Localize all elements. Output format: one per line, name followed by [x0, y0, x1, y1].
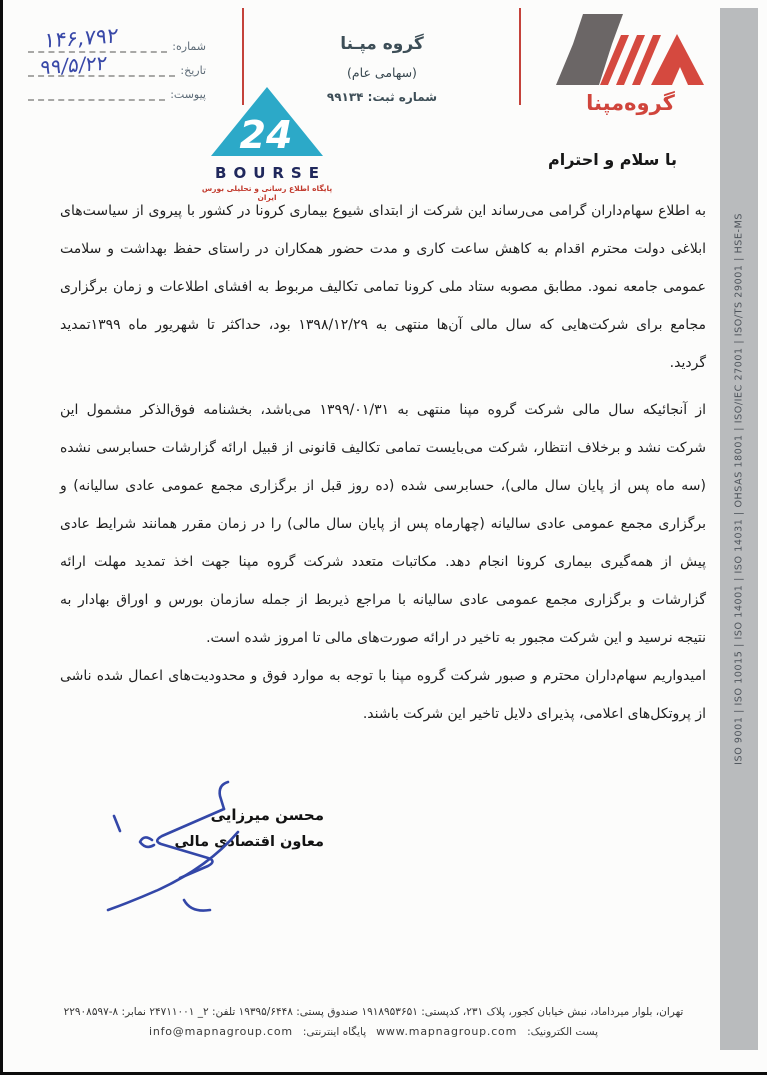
- body-line: (سه ماه پس از پایان سال مالی)، حسابرسی شده (ده روز قبل از برگزاری مجمع عمومی عادی سالیانه) و: [60, 478, 706, 494]
- letter-body: [60, 192, 706, 733]
- bourse24-stamp: [192, 86, 342, 202]
- mapna-logo: [553, 12, 708, 115]
- body-line: برگزاری مجمع عمومی عادی سالیانه (چهارماه پس از پایان سال مالی) را در زمان مقرر همانند شرایط عادی: [60, 516, 706, 532]
- footer-website-label: پایگاه اینترنتی:: [302, 1025, 367, 1038]
- mapna-wordmark: گروه‌مپنا: [586, 91, 675, 115]
- company-type: (سهامی عام): [347, 65, 417, 80]
- field-date-label: تاریخ:: [180, 64, 206, 77]
- company-name: گروه مپـنا: [340, 34, 424, 54]
- body-line: گزارشات و برگزاری مجمع عمومی عادی سالیانه با مراجع ذیربط از جمله سازمان بورس و اوراق بهادار به: [60, 592, 706, 608]
- bourse-tagline: پایگاه اطلاع رسانی و تحلیلی بورس ایران: [201, 184, 333, 202]
- iso-certification-text: ISO 9001 | ISO 10015 | ISO 14001 | ISO 14031 | OHSAS 18001 | ISO/IEC 27001 | ISO/TS 29001 | HSE-MS: [733, 213, 745, 765]
- footer: [20, 1006, 727, 1038]
- handwritten-signature-icon: [88, 772, 258, 927]
- body-line: به اطلاع سهام‌داران گرامی می‌رساند این شرکت از ابتدای شیوع بیماری کرونا در کشور با پیروی از سیاست‌های: [60, 203, 706, 219]
- signer-name: محسن میرزایی: [210, 806, 324, 824]
- field-attachment-label: پیوست:: [170, 88, 206, 101]
- footer-email: info@mapnagroup.com: [148, 1025, 293, 1038]
- field-number-label: شماره:: [172, 40, 206, 53]
- iso-certification-strip: [720, 8, 758, 1050]
- body-line: شرکت نشد و برخلاف انتظار، شرکت می‌بایست تمامی تکالیف قانونی از قبیل ارائه گزارشات حسابرسی نشده: [60, 440, 706, 456]
- bourse-wordmark: BOURSE: [215, 164, 326, 182]
- salutation: با سلام و احترام: [548, 150, 677, 169]
- body-line: امیدواریم سهام‌داران محترم و صبور شرکت گروه مپنا با توجه به موارد فوق و محدودیت‌های اعمال شده ناشی: [60, 668, 706, 684]
- body-line: نتیجه نرسید و این شرکت مجبور به تاخیر در ارائه صورت‌های مالی تا امروز شده است.: [206, 630, 706, 646]
- footer-website: www.mapnagroup.com: [376, 1025, 518, 1038]
- field-attachment: [28, 88, 206, 101]
- signer-title: معاون اقتصادی مالی: [174, 834, 324, 850]
- mapna-logo-icon: [553, 12, 708, 86]
- body-line: عمومی جامعه نمود. مطابق مصوبه ستاد ملی کرونا تمامی تکالیف مربوط به افشای اطلاعات و زمان برگزاری: [60, 279, 706, 295]
- body-line: از آنجائیکه سال مالی شرکت گروه مپنا منتهی به ۱۳۹۹/۰۱/۳۱ می‌باشد، بخشنامه فوق‌الذکر مشمول این: [60, 402, 706, 418]
- footer-contacts: [20, 1025, 727, 1038]
- field-attachment-line: [28, 97, 165, 101]
- handwritten-date: ۹۹/۵/۲۲: [39, 50, 108, 80]
- bourse24-triangle-icon: [208, 86, 326, 158]
- registration-number: شماره ثبت: ۹۹۱۳۴: [326, 90, 438, 104]
- header-divider-right: [519, 8, 521, 105]
- body-line: از پروتکل‌های اعلامی، پذیرای دلایل تاخیر این شرکت باشند.: [362, 706, 706, 722]
- scan-edge-left: [0, 0, 3, 1075]
- footer-email-label: پست الکترونیک:: [527, 1025, 599, 1038]
- body-line: مجامع برای شرکت‌هایی که سال مالی آن‌ها منتهی به ۱۳۹۸/۱۲/۲۹ بود، حداکثر تا شهریور ماه ۱۳۹۹تمدید: [60, 317, 707, 333]
- footer-address: تهران، بلوار میرداماد، نبش خیابان کجور، پلاک ۲۳۱، کدپستی: ۱۹۱۸۹۵۳۶۵۱ صندوق پستی: ۱۹۳۹۵/۶۴۴۸ تلفن: ۲_ ۲۴۷۱۱۰۰۱ نمابر: ۸-۲۲۹۰۸۵۹۷: [63, 1006, 684, 1018]
- body-line: ابلاغی دولت محترم اقدام به کاهش ساعت کاری و مدت حضور همکاران در راستای حفظ بهداشت و سلامت: [60, 241, 706, 257]
- svg-text:24: 24: [239, 113, 293, 157]
- body-line: گردید.: [669, 355, 706, 371]
- body-line: پیش از همه‌گیری بیماری کرونا انجام دهد. مکاتبات متعدد شرکت گروه مپنا جهت اخذ تمدید مهلت ارائه: [60, 554, 706, 570]
- handwritten-number: ۱۴۶,۷۹۲: [43, 23, 120, 53]
